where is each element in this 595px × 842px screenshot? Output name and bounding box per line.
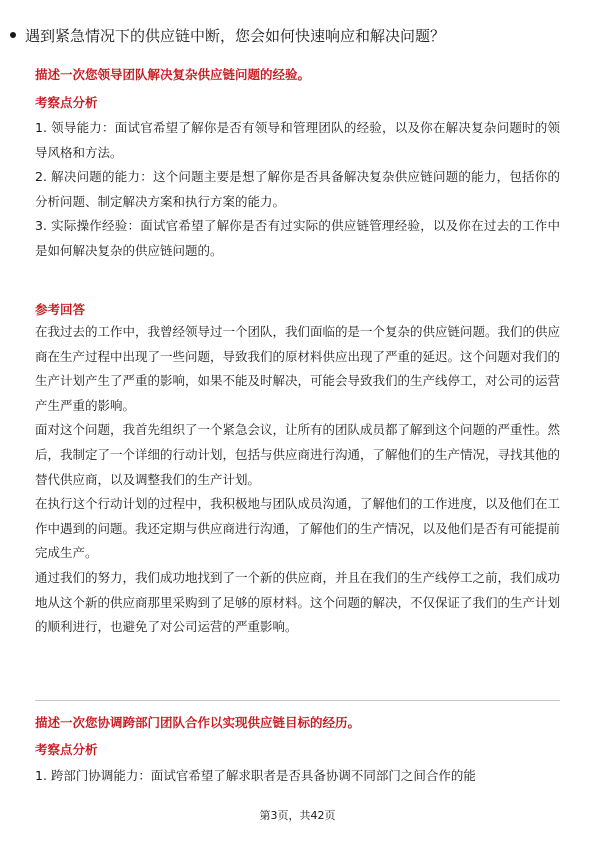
analysis-item: 2. 解决问题的能力：这个问题主要是想了解你是否具备解决复杂供应链问题的能力，包括你的分析问题、制定解决方案和执行方案的能力。: [35, 169, 560, 209]
analysis-item: 1. 跨部门协调能力：面试官希望了解求职者是否具备协调不同部门之间合作的能: [35, 768, 476, 783]
answer-paragraph: 在我过去的工作中，我曾经领导过一个团队，我们面临的是一个复杂的供应链问题。我们的供应商在生产过程中出现了一些问题，导致我们的原材料供应出现了严重的延迟。这个问题对我们的生产计划产生了严重的影响，如果不能及时解决，可能会导致我们的生产线停工，对公司的运营产生严重的影响。: [35, 324, 561, 413]
section1-heading: 描述一次您领导团队解决复杂供应链问题的经验。: [35, 67, 311, 82]
question-text: 遇到紧急情况下的供应链中断，您会如何快速响应和解决问题？: [25, 27, 446, 45]
question-bullet: [10, 25, 530, 47]
section-divider: [35, 700, 560, 701]
analysis-item: 1. 领导能力：面试官希望了解你是否有领导和管理团队的经验，以及你在解决复杂问题时的领导风格和方法。: [35, 120, 560, 160]
section2-analysis-title: 考察点分析: [35, 742, 98, 757]
answer-paragraph: 通过我们的努力，我们成功地找到了一个新的供应商，并且在我们的生产线停工之前，我们成功地从这个新的供应商那里采购到了足够的原材料。这个问题的解决，不仅保证了我们的生产计划的顺利进行，也避免了对公司运营的严重影响。: [35, 569, 561, 635]
section1-answer-title: 参考回答: [35, 302, 86, 317]
section2-heading: 描述一次您协调跨部门团队合作以实现供应链目标的经历。: [35, 715, 361, 730]
section1-analysis-list: [35, 116, 560, 264]
bullet-dot: [10, 32, 16, 38]
answer-paragraph: 面对这个问题，我首先组织了一个紧急会议，让所有的团队成员都了解到这个问题的严重性。然后，我制定了一个详细的行动计划，包括与供应商进行沟通，了解他们的生产情况，寻找其他的替代供应商，以及调整我们的生产计划。: [35, 422, 561, 487]
section1-answer: [35, 320, 560, 640]
section1-analysis-title: 考察点分析: [35, 95, 98, 110]
answer-paragraph: 在执行这个行动计划的过程中，我积极地与团队成员沟通，了解他们的工作进度，以及他们在工作中遇到的问题。我还定期与供应商进行沟通，了解他们的生产情况，以及他们是否有可能提前完成生产。: [35, 496, 561, 561]
section2-analysis-list: [35, 764, 560, 789]
page-number-footer: 第3页，共42页: [259, 809, 336, 822]
analysis-item: 3. 实际操作经验：面试官希望了解你是否有过实际的供应链管理经验，以及你在过去的工作中是如何解决复杂的供应链问题的。: [35, 218, 560, 258]
